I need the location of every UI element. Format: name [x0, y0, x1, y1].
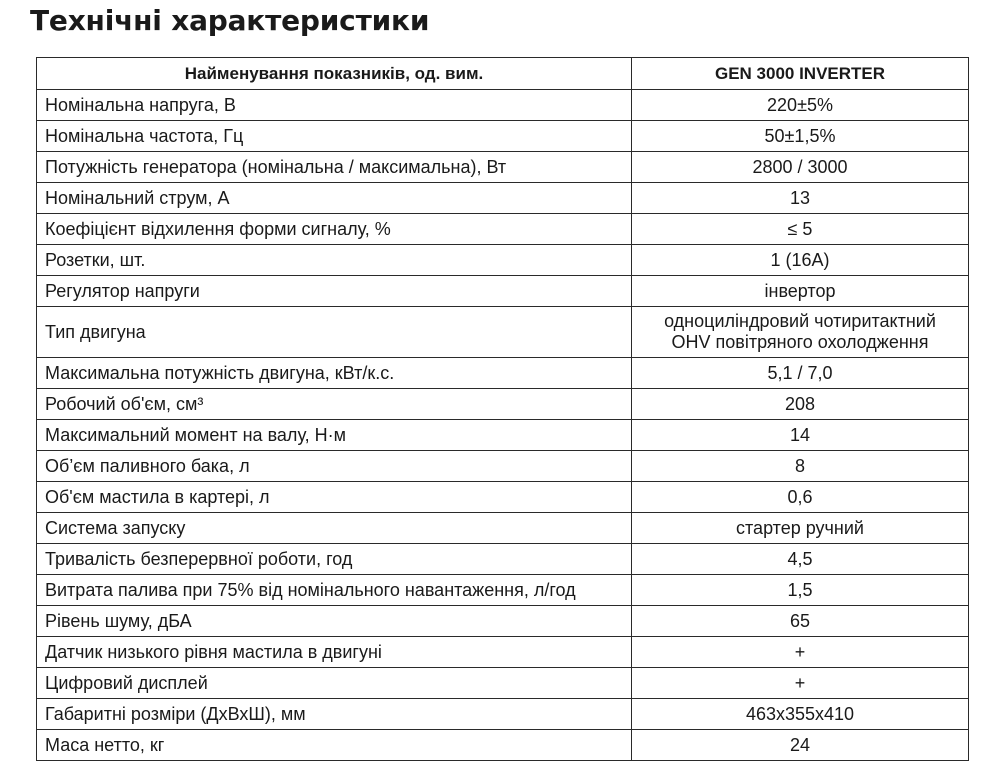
parameter-value: 208: [632, 389, 969, 420]
parameter-value: 2800 / 3000: [632, 152, 969, 183]
parameter-value: 50±1,5%: [632, 121, 969, 152]
parameter-name: Номінальна частота, Гц: [37, 121, 632, 152]
parameter-value: 24: [632, 730, 969, 761]
parameter-value: 4,5: [632, 544, 969, 575]
parameter-name: Тривалість безперервної роботи, год: [37, 544, 632, 575]
table-row: [37, 183, 969, 214]
parameter-value: 14: [632, 420, 969, 451]
table-row: [37, 214, 969, 245]
column-header-parameter: Найменування показників, од. вим.: [37, 58, 632, 90]
table-row: [37, 637, 969, 668]
parameter-name: Система запуску: [37, 513, 632, 544]
parameter-name: Розетки, шт.: [37, 245, 632, 276]
parameter-name: Максимальна потужність двигуна, кВт/к.с.: [37, 358, 632, 389]
parameter-value: 1,5: [632, 575, 969, 606]
parameter-value: стартер ручний: [632, 513, 969, 544]
parameter-value: 8: [632, 451, 969, 482]
parameter-name: Потужність генератора (номінальна / максимальна), Вт: [37, 152, 632, 183]
parameter-name: Об’єм паливного бака, л: [37, 451, 632, 482]
table-row: [37, 668, 969, 699]
parameter-name: Номінальний струм, А: [37, 183, 632, 214]
table-row: [37, 121, 969, 152]
parameter-name: Регулятор напруги: [37, 276, 632, 307]
column-header-model: GEN 3000 INVERTER: [632, 58, 969, 90]
parameter-value: 220±5%: [632, 90, 969, 121]
table-row: [37, 358, 969, 389]
table-row: [37, 513, 969, 544]
table-header-row: [37, 58, 969, 90]
table-row: [37, 152, 969, 183]
parameter-value-line: одноциліндровий чотиритактний: [664, 311, 936, 331]
parameter-value: 0,6: [632, 482, 969, 513]
parameter-value: інвертор: [632, 276, 969, 307]
parameter-name: Номінальна напруга, В: [37, 90, 632, 121]
parameter-name: Датчик низького рівня мастила в двигуні: [37, 637, 632, 668]
parameter-value: [632, 307, 969, 358]
parameter-value: +: [632, 668, 969, 699]
parameter-name: Максимальний момент на валу, Н·м: [37, 420, 632, 451]
table-row: [37, 90, 969, 121]
table-row: [37, 389, 969, 420]
parameter-name: Об'єм мастила в картері, л: [37, 482, 632, 513]
parameter-name: Цифровий дисплей: [37, 668, 632, 699]
parameter-value: 65: [632, 606, 969, 637]
table-row: [37, 451, 969, 482]
table-row: [37, 245, 969, 276]
page-title: Технічні характеристики: [30, 4, 430, 37]
parameter-name: Витрата палива при 75% від номінального навантаження, л/год: [37, 575, 632, 606]
table-row: [37, 482, 969, 513]
parameter-name: Габаритні розміри (ДхВхШ), мм: [37, 699, 632, 730]
parameter-name: Рівень шуму, дБА: [37, 606, 632, 637]
table-row: [37, 276, 969, 307]
table-row: [37, 730, 969, 761]
table-row: [37, 544, 969, 575]
table-row: [37, 699, 969, 730]
table-row: [37, 606, 969, 637]
table-row: [37, 575, 969, 606]
parameter-value: 1 (16A): [632, 245, 969, 276]
table-row: [37, 420, 969, 451]
parameter-name: Маса нетто, кг: [37, 730, 632, 761]
parameter-value: 5,1 / 7,0: [632, 358, 969, 389]
parameter-name: Коефіцієнт відхилення форми сигналу, %: [37, 214, 632, 245]
parameter-value: 463x355x410: [632, 699, 969, 730]
parameter-value: 13: [632, 183, 969, 214]
parameter-value-line: OHV повітряного охолодження: [671, 332, 929, 352]
specifications-table: [36, 57, 969, 761]
parameter-value: ≤ 5: [632, 214, 969, 245]
table-row: [37, 307, 969, 358]
parameter-name: Робочий об'єм, см³: [37, 389, 632, 420]
parameter-value: +: [632, 637, 969, 668]
parameter-name: Тип двигуна: [37, 307, 632, 358]
